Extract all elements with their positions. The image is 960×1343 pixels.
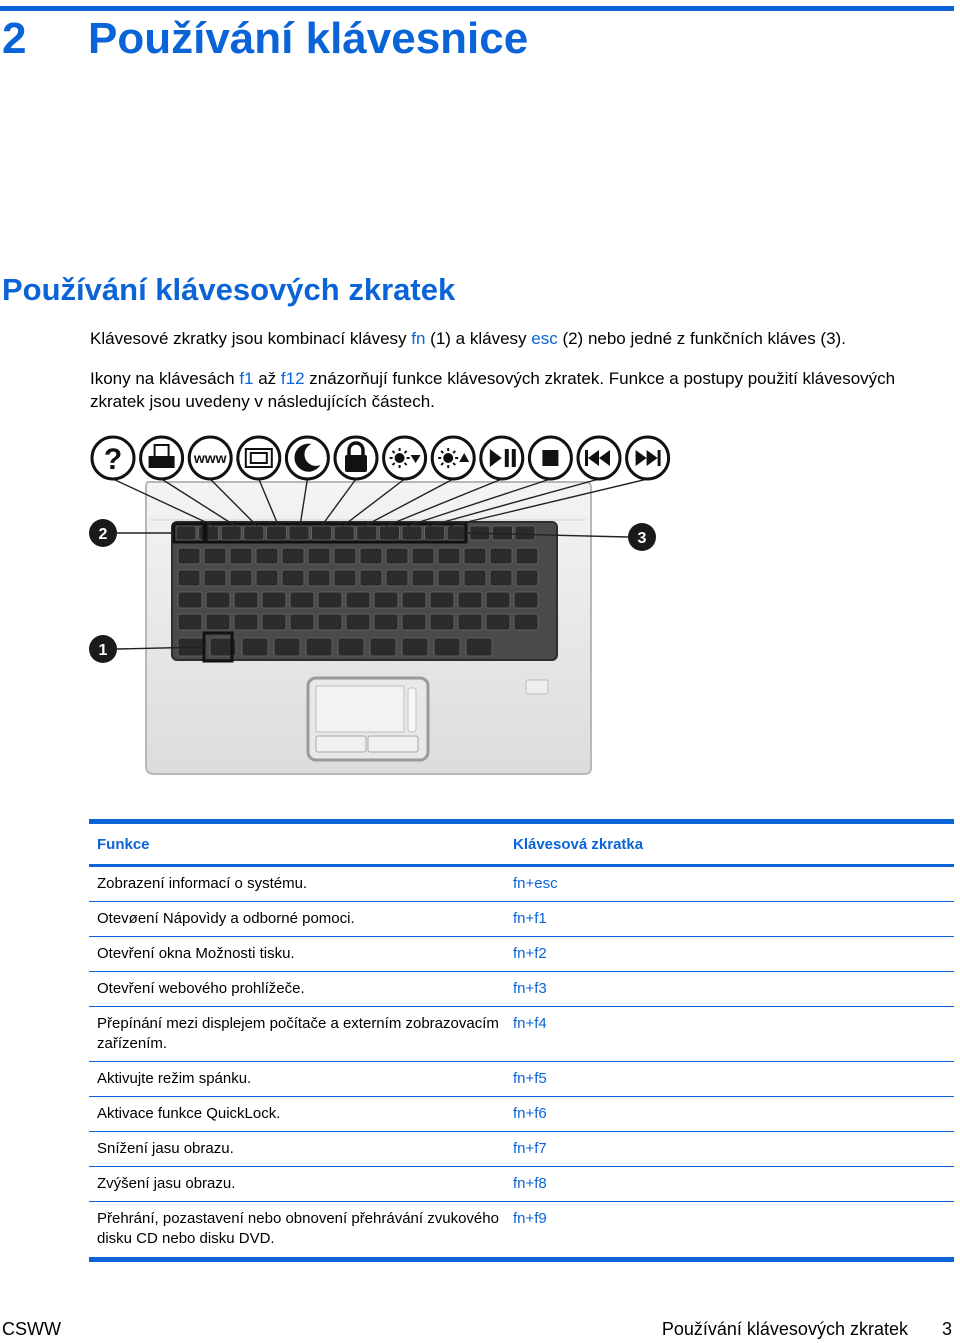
footer-right <box>662 1319 952 1340</box>
key <box>430 614 454 630</box>
callout-1-label: 1 <box>98 642 108 659</box>
key <box>230 548 252 564</box>
cell-function: Aktivujte režim spánku. <box>97 1070 252 1087</box>
key <box>204 570 226 586</box>
key <box>515 526 535 540</box>
key <box>334 526 354 540</box>
key <box>486 614 510 630</box>
table-row <box>89 902 954 937</box>
text-run: f12 <box>280 369 305 388</box>
key <box>464 548 486 564</box>
key <box>402 526 422 540</box>
key <box>346 592 370 608</box>
text-run: (2) nebo jedné z funkčních kláves (3). <box>557 329 846 348</box>
key <box>176 526 196 540</box>
key <box>438 570 460 586</box>
chapter-title <box>2 14 528 64</box>
brightness-down-icon <box>384 437 426 479</box>
key <box>492 526 512 540</box>
table-row <box>89 1007 954 1062</box>
key <box>334 548 356 564</box>
svg-text:?: ? <box>103 443 123 476</box>
text-run: až <box>253 369 281 388</box>
table-body <box>89 867 954 1257</box>
cell-shortcut: fn+f7 <box>513 1140 547 1157</box>
keyboard-illustration <box>86 430 676 790</box>
intro-paragraph-1 <box>90 327 910 350</box>
key <box>514 592 538 608</box>
key <box>412 570 434 586</box>
key <box>262 614 286 630</box>
stop-icon <box>529 437 571 479</box>
table-row <box>89 1167 954 1202</box>
header-function: Funkce <box>97 835 150 853</box>
play-pause-icon <box>481 437 523 479</box>
key <box>242 638 268 656</box>
cell-function: Přehrání, pozastavení nebo obnovení přehrávání zvukového disku CD nebo disku DVD. <box>97 1210 499 1247</box>
touchpad-right-button <box>368 736 418 752</box>
printer-icon <box>141 437 183 479</box>
key <box>370 638 396 656</box>
key <box>282 548 304 564</box>
key <box>256 548 278 564</box>
cell-shortcut: fn+f6 <box>513 1105 547 1122</box>
cell-function: Přepínání mezi displejem počítače a externím zobrazovacím zařízením. <box>97 1015 499 1052</box>
key <box>466 638 492 656</box>
key <box>425 526 445 540</box>
key <box>357 526 377 540</box>
table-row <box>89 1097 954 1132</box>
cell-function: Aktivace funkce QuickLock. <box>97 1105 281 1122</box>
intro-paragraph-2 <box>90 367 910 413</box>
key <box>412 548 434 564</box>
moon-icon <box>286 437 328 479</box>
key <box>178 614 202 630</box>
www-icon <box>189 437 231 479</box>
cell-function: Zobrazení informací o systému. <box>97 875 308 892</box>
lock-icon <box>335 437 377 479</box>
text-run: esc <box>531 329 558 348</box>
key <box>386 548 408 564</box>
text-run: f1 <box>239 369 254 388</box>
key <box>447 526 467 540</box>
key <box>178 548 200 564</box>
key <box>274 638 300 656</box>
key <box>374 614 398 630</box>
key <box>360 548 382 564</box>
key <box>338 638 364 656</box>
cell-shortcut: fn+f1 <box>513 910 547 927</box>
header-shortcut: Klávesová zkratka <box>513 835 644 853</box>
key <box>282 570 304 586</box>
table-row <box>89 867 954 902</box>
key <box>234 592 258 608</box>
keyboard-figure <box>86 430 676 790</box>
key <box>374 592 398 608</box>
text-run: Ikony na klávesách <box>90 369 240 388</box>
cell-shortcut: fn+f3 <box>513 980 547 997</box>
key <box>306 638 332 656</box>
table-row <box>89 972 954 1007</box>
cell-shortcut: fn+f2 <box>513 945 547 962</box>
footer-left: CSWW <box>2 1319 61 1339</box>
touchpad-scroll-zone <box>408 688 416 732</box>
cell-shortcut: fn+f8 <box>513 1175 547 1192</box>
key <box>486 592 510 608</box>
key <box>178 592 202 608</box>
key <box>434 638 460 656</box>
display-icon <box>238 437 280 479</box>
key <box>230 570 252 586</box>
cell-shortcut: fn+f4 <box>513 1015 547 1032</box>
page-number: 3 <box>941 1319 952 1339</box>
key <box>490 548 512 564</box>
svg-text:www: www <box>193 450 227 466</box>
next-track-icon <box>627 437 669 479</box>
key <box>221 526 241 540</box>
key <box>402 614 426 630</box>
text-run: (1) a klávesy <box>425 329 532 348</box>
section-title: Používání klávesových zkratek <box>2 272 456 307</box>
table-bottom-rule <box>89 1257 954 1262</box>
cell-shortcut: fn+esc <box>513 875 558 892</box>
key <box>402 592 426 608</box>
table-row <box>89 1132 954 1167</box>
callout-3-label: 3 <box>637 530 647 547</box>
key <box>308 570 330 586</box>
footer-section-title: Používání klávesových zkratek <box>661 1319 908 1339</box>
key <box>290 614 314 630</box>
key <box>458 614 482 630</box>
key <box>256 570 278 586</box>
previous-track-icon <box>578 437 620 479</box>
key <box>266 526 286 540</box>
key <box>438 548 460 564</box>
key <box>234 614 258 630</box>
cell-function: Otevření webového prohlížeče. <box>97 980 305 997</box>
key <box>430 592 454 608</box>
key <box>514 614 538 630</box>
key <box>206 592 230 608</box>
key <box>379 526 399 540</box>
cell-function: Snížení jasu obrazu. <box>97 1140 234 1157</box>
table-header <box>89 824 954 867</box>
chapter-number: 2 <box>2 14 27 63</box>
key <box>516 570 538 586</box>
table-row <box>89 1202 954 1257</box>
brightness-up-icon <box>432 437 474 479</box>
key <box>402 638 428 656</box>
text-run: fn <box>411 329 426 348</box>
key <box>206 614 230 630</box>
cell-function: Otevøení Nápovìdy a odborné pomoci. <box>97 910 355 927</box>
key <box>244 526 264 540</box>
shortcut-table <box>89 819 954 1262</box>
table-row <box>89 1062 954 1097</box>
key <box>360 570 382 586</box>
key <box>334 570 356 586</box>
key <box>262 592 286 608</box>
key <box>346 614 370 630</box>
key <box>290 592 314 608</box>
cell-function: Otevření okna Možnosti tisku. <box>97 945 295 962</box>
text-run: znázorňují funkce klávesových zkratek. Funkce a postupy použití klávesových zkratek jsou uvedeny v následujících částech. <box>90 369 896 411</box>
callout-2-label: 2 <box>98 526 108 543</box>
key <box>516 548 538 564</box>
key <box>458 592 482 608</box>
key <box>464 570 486 586</box>
table-row <box>89 937 954 972</box>
key <box>490 570 512 586</box>
key <box>318 592 342 608</box>
key <box>199 526 219 540</box>
cell-shortcut: fn+f9 <box>513 1210 547 1227</box>
cell-function: Zvýšení jasu obrazu. <box>97 1175 236 1192</box>
question-icon <box>92 437 134 479</box>
touchpad-left-button <box>316 736 366 752</box>
text-run: Klávesové zkratky jsou kombinací klávesy <box>90 329 412 348</box>
top-rule <box>0 6 954 11</box>
key <box>178 570 200 586</box>
key <box>312 526 332 540</box>
key <box>386 570 408 586</box>
key <box>318 614 342 630</box>
cell-shortcut: fn+f5 <box>513 1070 547 1087</box>
key <box>204 548 226 564</box>
key <box>308 548 330 564</box>
icon-row <box>92 437 669 479</box>
key <box>289 526 309 540</box>
chapter-title-text: Používání klávesnice <box>88 14 529 63</box>
